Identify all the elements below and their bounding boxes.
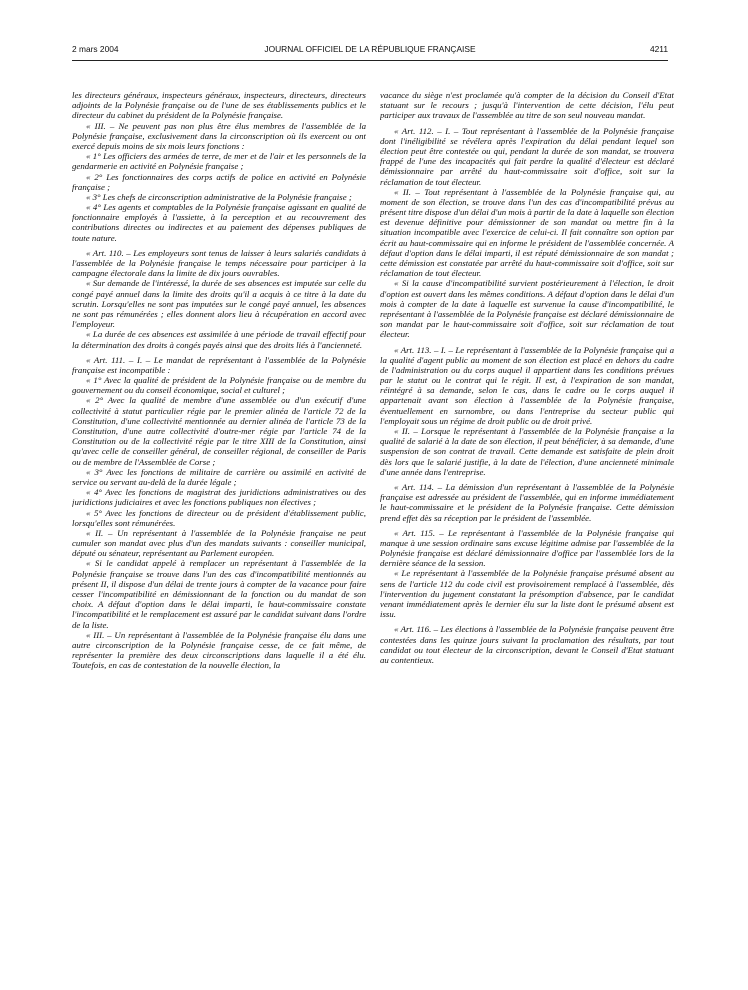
paragraph: vacance du siège n'est proclamée qu'à compter de la décision du Conseil d'Etat statuant sur le recours ; jusqu'à l'intervention de cette décision, l'élu peut participer aux travaux de l'assemblée au titre de son seul nouveau mandat. (380, 90, 674, 121)
paragraph: « Art. 116. – Les élections à l'assemblée de la Polynésie française peuvent être contestées dans les quinze jours suivant la proclamation des résultats, par tout candidat ou tout électeur de la circonscription, devant le Conseil d'Etat statuant au contentieux. (380, 624, 674, 665)
paragraph: les directeurs généraux, inspecteurs généraux, inspecteurs, directeurs, directeurs adjoints de la Polynésie française ou de l'une de ses établissements publics et le directeur du cabinet du président de la Polynésie française. (72, 90, 366, 121)
paragraph: « Si le candidat appelé à remplacer un représentant à l'assemblée de la Polynésie française se trouve dans l'un des cas d'incompatibilité mentionnés au présent II, il dispose d'un délai de trente jours à compter de la vacance pour faire cesser l'incompatibilité en démissionnant de la fonction ou du mandat de son choix. A défaut d'option dans le délai imparti, le haut-commissaire constate l'incompatibilité et le remplacement est assuré par le candidat suivant dans l'ordre de la liste. (72, 558, 366, 630)
paragraph: « Le représentant à l'assemblée de la Polynésie française présumé absent au sens de l'article 112 du code civil est provisoirement remplacé à l'assemblée, dès l'intervention du jugement constatant la présomption d'absence, par le candidat venant immédiatement après le dernier élu sur la liste dont le présumé absent est issu. (380, 568, 674, 620)
paragraph: « La durée de ces absences est assimilée à une période de travail effectif pour la détermination des droits à congés payés ainsi que des droits liés à l'ancienneté. (72, 329, 366, 350)
left-column (72, 90, 366, 970)
paragraph: « 2° Avec la qualité de membre d'une assemblée ou d'un exécutif d'une collectivité à statut particulier régie par le premier alinéa de l'article 72 de la Constitution, d'une collectivité mentionnée au dernier alinéa de l'article 73 de la Constitution, d'une autre collectivité d'outre-mer régie par l'article 74 de la Constitution ou de la collectivité régie par le titre XIII de la Constitution, ainsi qu'avec celle de conseiller général, de conseiller régional, de conseiller de Paris ou de membre de l'Assemblée de Corse ; (72, 395, 366, 467)
paragraph: « II. – Un représentant à l'assemblée de la Polynésie française ne peut cumuler son mandat avec plus d'un des mandats suivants : conseiller municipal, député ou sénateur, représentant au Parlement européen. (72, 527, 366, 559)
paragraph: « Si la cause d'incompatibilité survient postérieurement à l'élection, le droit d'option est ouvert dans les mêmes conditions. A défaut d'option dans le délai d'un mois à compter de la date à laquelle est survenue la cause d'incompatibilité, le représentant à l'assemblée de la Polynésie française est déclaré démissionnaire de son mandat par le haut-commissaire soit d'office, soit sur réclamation de tout électeur. (380, 278, 674, 340)
paragraph: « 4° Avec les fonctions de magistrat des juridictions administratives ou des juridictions judiciaires et avec les fonctions publiques non électives ; (72, 487, 366, 508)
paragraph: « 1° Avec la qualité de président de la Polynésie française ou de membre du gouvernement ou du conseil économique, social et culturel ; (72, 375, 366, 396)
paragraph: « Art. 115. – Le représentant à l'assemblée de la Polynésie française qui manque à une session ordinaire sans excuse légitime admise par l'assemblée de la Polynésie française est déclaré démissionnaire d'office par l'assemblée lors de la dernière séance de la session. (380, 527, 674, 569)
paragraph: « Art. 111. – I. – Le mandat de représentant à l'assemblée de la Polynésie française est incompatible : (72, 354, 366, 375)
page-header (72, 44, 668, 58)
paragraph: « 3° Avec les fonctions de militaire de carrière ou assimilé en activité de service ou servant au-delà de la durée légale ; (72, 466, 366, 487)
paragraph: « 1° Les officiers des armées de terre, de mer et de l'air et les personnels de la gendarmerie en activité en Polynésie française ; (72, 151, 366, 172)
paragraph: « II. – Tout représentant à l'assemblée de la Polynésie française qui, au moment de son élection, se trouve dans l'un des cas d'incompatibilité prévus au présent titre dispose d'un délai d'un mois à partir de la date à laquelle son élection est devenue définitive pour démissionner de son mandat ou mettre fin à la situation incompatible avec l'exercice de celui-ci. Il fait connaître son option par écrit au haut-commissaire qui en informe le président de l'assemblée concernée. A défaut d'option dans le délai imparti, il est réputé démissionnaire de son mandat ; cette démission est constatée par arrêté du haut-commissaire soit d'office, soit sur réclamation de tout électeur. (380, 186, 674, 279)
paragraph: « Art. 112. – I. – Tout représentant à l'assemblée de la Polynésie française dont l'inéligibilité se révélera après l'expiration du délai pendant lequel son élection peut être contestée ou qui, pendant la durée de son mandat, se trouvera frappé de l'une des incapacités qui fait perdre la qualité d'électeur est déclaré démissionnaire par arrêté du haut-commissaire soit d'office, soit sur la réclamation de tout électeur. (380, 125, 674, 187)
header-page-number: 4211 (649, 44, 668, 54)
paragraph: « 3° Les chefs de circonscription administrative de la Polynésie française ; (86, 191, 352, 202)
paragraph: « II. – Lorsque le représentant à l'assemblée de la Polynésie française a la qualité de salarié à la date de son élection, il peut bénéficier, à sa demande, d'une suspension de son contrat de travail. Cette demande est satisfaite de plein droit dès lors que le salarié justifie, à la date de l'élection, d'une ancienneté minimale d'une année dans l'entreprise. (380, 426, 674, 477)
header-date: 2 mars 2004 (72, 44, 119, 54)
header-journal-title: JOURNAL OFFICIEL DE LA RÉPUBLIQUE FRANÇAISE (264, 44, 476, 54)
paragraph: « 5° Avec les fonctions de directeur ou de président d'établissement public, lorsqu'elles sont rémunérées. (72, 507, 366, 528)
paragraph: « 4° Les agents et comptables de la Polynésie française agissant en qualité de fonctionnaire employés à l'assiette, à la perception et au recouvrement des contributions directes ou indirectes et au paiement des dépenses publiques de toute nature. (72, 202, 366, 243)
paragraph: « III. – Ne peuvent pas non plus être élus membres de l'assemblée de la Polynésie française, exclusivement dans la circonscription où ils exercent ou ont exercé depuis moins de six mois leurs fonctions : (72, 120, 366, 151)
paragraph: « Art. 110. – Les employeurs sont tenus de laisser à leurs salariés candidats à l'assemblée de la Polynésie française le temps nécessaire pour participer à la campagne électorale dans la limite de dix jours ouvrables. (72, 247, 366, 279)
paragraph: « III. – Un représentant à l'assemblée de la Polynésie française élu dans une autre circonscription de la Polynésie française cesse, de ce fait même, de représenter la première des deux circonscriptions dans laquelle il a été élu. Toutefois, en cas de contestation de la nouvelle élection, la (72, 629, 366, 671)
paragraph: « 2° Les fonctionnaires des corps actifs de police en activité en Polynésie française ; (72, 171, 366, 192)
paragraph: « Sur demande de l'intéressé, la durée de ses absences est imputée sur celle du congé payé annuel dans la limite des droits qu'il a acquis à ce titre à la date du scrutin. Lorsqu'elles ne sont pas imputées sur le congé payé annuel, les absences ne sont pas rémunérées ; elles donnent alors lieu à récupération en accord avec l'employeur. (72, 278, 366, 330)
paragraph: « Art. 114. – La démission d'un représentant à l'assemblée de la Polynésie française est adressée au président de l'assemblée, qui en informe immédiatement le haut-commissaire et le président de la Polynésie française. Cette démission prend effet dès sa réception par le président de l'assemblée. (380, 481, 674, 523)
paragraph: « Art. 113. – I. – Le représentant à l'assemblée de la Polynésie française qui a la qualité d'agent public au moment de son élection est placé en dehors du cadre de l'administration ou du corps auquel il appartient dans les conditions prévues par le statut ou le contrat qui le régit. Il est, à l'expiration de son mandat, réintégré à sa demande, selon le cas, dans le cadre ou le corps auquel il appartenait avant son élection à l'assemblée de la Polynésie française, éventuellement en surnombre, ou dans l'entreprise du secteur public qui l'employait sous un régime de droit public ou de droit privé. (380, 344, 674, 426)
right-column (380, 90, 674, 970)
header-rule (72, 60, 668, 61)
